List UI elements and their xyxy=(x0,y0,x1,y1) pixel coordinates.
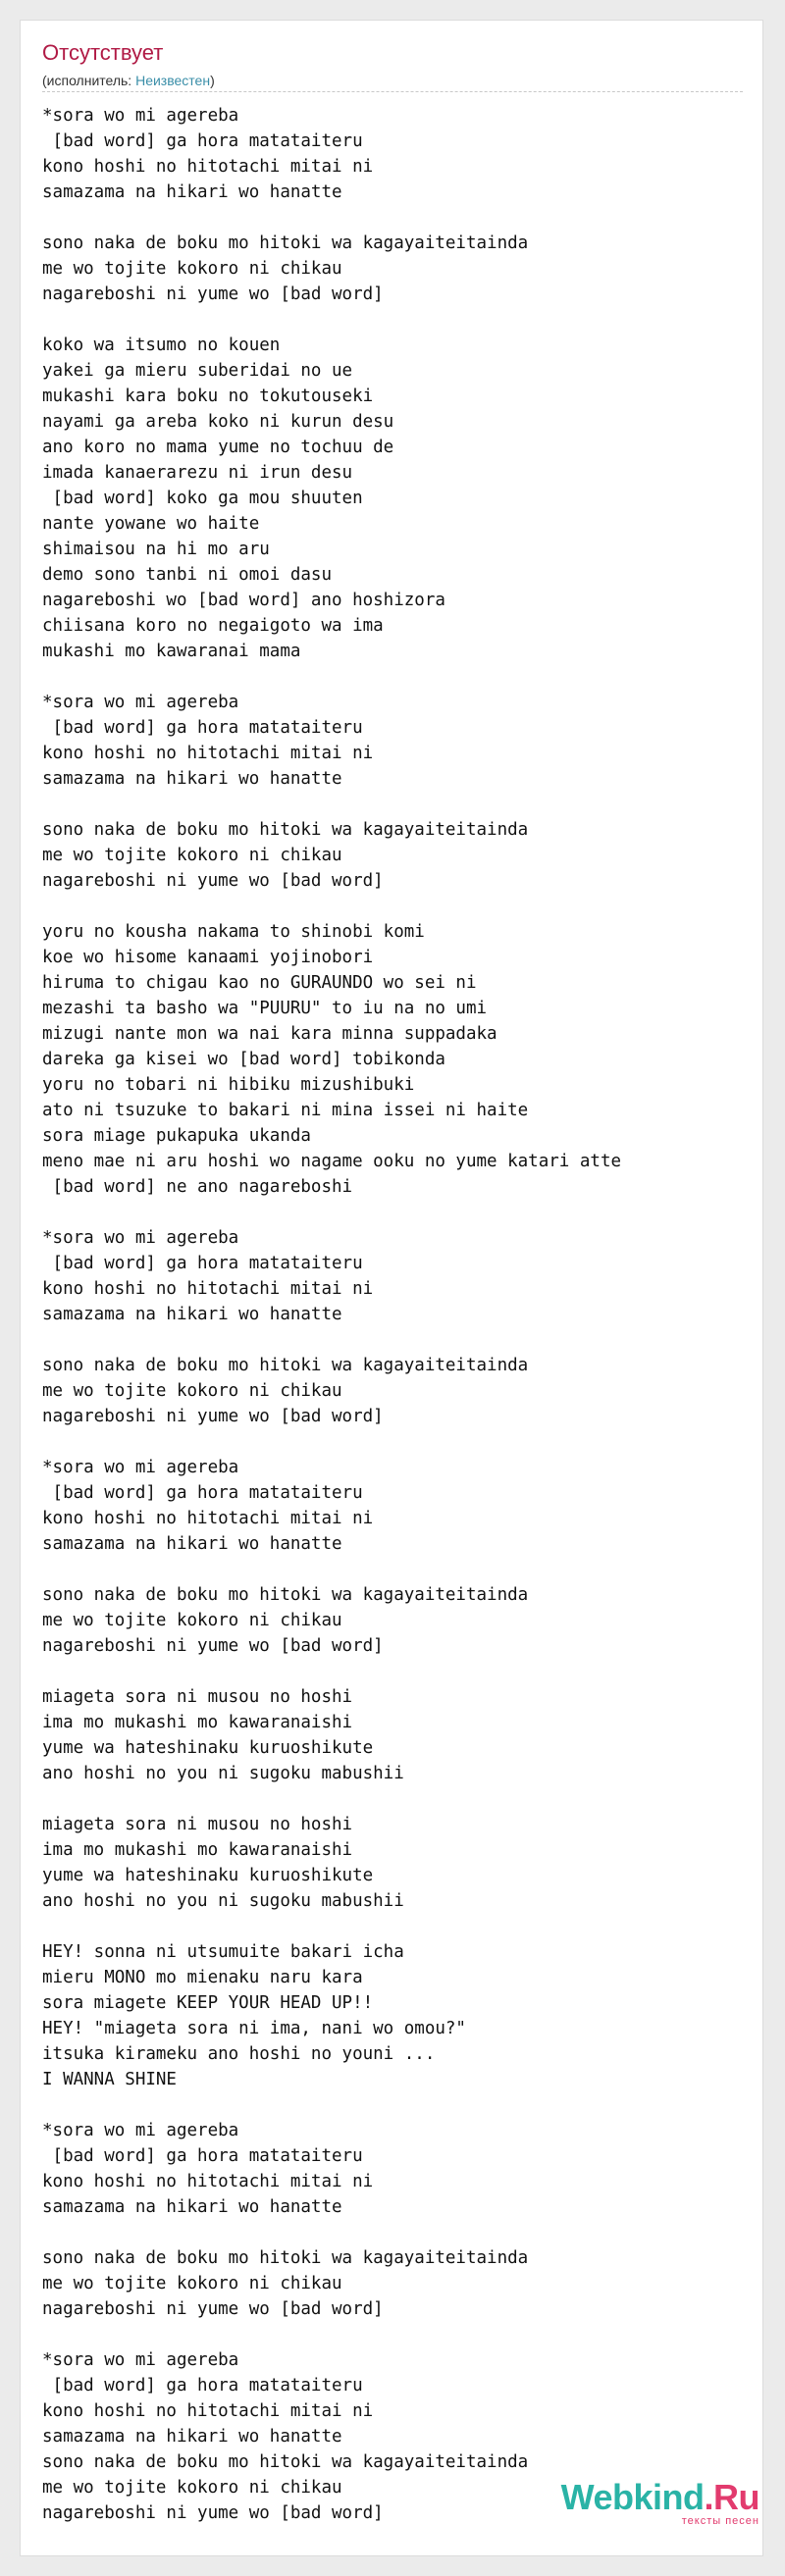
site-logo[interactable] xyxy=(560,2477,759,2527)
lyrics-card xyxy=(20,20,763,2556)
song-title: Отсутствует xyxy=(42,40,164,65)
logo-part-webkind: Webkind xyxy=(560,2477,705,2517)
artist-line xyxy=(42,72,215,89)
artist-link[interactable]: Неизвестен xyxy=(135,73,211,88)
lyrics-text: *sora wo mi agereba [bad word] ga hora matataiteru kono hoshi no hitotachi mitai ni samazama na hikari wo hanatte sono naka de boku mo hitoki wa kagayaiteitainda me wo tojite kokoro ni chikau nagareboshi ni yume wo [bad word] koko wa itsumo no kouen yakei ga mieru suberidai no ue mukashi kara boku no tokutouseki nayami ga areba koko ni kurun desu ano koro no mama yume no tochuu de imada kanaerarezu ni irun desu [bad word] koko ga mou shuuten nante yowane wo haite shimaisou na hi mo aru demo sono tanbi ni omoi dasu nagareboshi wo [bad word] ano hoshizora chiisana koro no negaigoto wa ima mukashi mo kawaranai mama *sora wo mi agereba [bad word] ga hora matataiteru kono hoshi no hitotachi mitai ni samazama na hikari wo hanatte sono naka de boku mo hitoki wa kagayaiteitainda me wo tojite kokoro ni chikau nagareboshi ni yume wo [bad word] yoru no kousha nakama to shinobi komi koe wo hisome kanaami yojinobori hiruma to chigau kao no GURAUNDO wo sei ni mezashi ta basho wa "PUURU" to iu na no umi mizugi nante mon wa nai kara minna suppadaka dareka ga kisei wo [bad word] tobikonda yoru no tobari ni hibiku mizushibuki ato ni tsuzuke to bakari ni mina issei ni haite sora miage pukapuka ukanda meno mae ni aru hoshi wo nagame ooku no yume katari atte [bad word] ne ano nagareboshi *sora wo mi agereba [bad word] ga hora matataiteru kono hoshi no hitotachi mitai ni samazama na hikari wo hanatte sono naka de boku mo hitoki wa kagayaiteitainda me wo tojite kokoro ni chikau nagareboshi ni yume wo [bad word] *sora wo mi agereba [bad word] ga hora matataiteru kono hoshi no hitotachi mitai ni samazama na hikari wo hanatte sono naka de boku mo hitoki wa kagayaiteitainda me wo tojite kokoro ni chikau nagareboshi ni yume wo [bad word] miageta sora ni musou no hoshi ima mo mukashi mo kawaranaishi yume wa hateshinaku kuruoshikute ano hoshi no you ni sugoku mabushii miageta sora ni musou no hoshi ima mo mukashi mo kawaranaishi yume wa hateshinaku kuruoshikute ano hoshi no you ni sugoku mabushii HEY! sonna ni utsumuite bakari icha mieru MONO mo mienaku naru kara sora miagete KEEP YOUR HEAD UP!! HEY! "miageta sora ni ima, nani wo omou?" itsuka kirameku ano hoshi no youni ... I WANNA SHINE *sora wo mi agereba [bad word] ga hora matataiteru kono hoshi no hitotachi mitai ni samazama na hikari wo hanatte sono naka de boku mo hitoki wa kagayaiteitainda me wo tojite kokoro ni chikau nagareboshi ni yume wo [bad word] *sora wo mi agereba [bad word] ga hora matataiteru kono hoshi no hitotachi mitai ni samazama na hikari wo hanatte sono naka de boku mo hitoki wa kagayaiteitainda me wo tojite kokoro ni chikau nagareboshi ni yume wo [bad word] xyxy=(42,106,622,2523)
title-divider xyxy=(42,91,743,92)
logo-tagline: тексты песен xyxy=(681,2515,759,2527)
logo-wordmark xyxy=(560,2477,759,2517)
artist-suffix: ) xyxy=(210,73,215,88)
logo-part-ru: .Ru xyxy=(704,2477,759,2517)
artist-prefix: (исполнитель: xyxy=(42,73,136,88)
